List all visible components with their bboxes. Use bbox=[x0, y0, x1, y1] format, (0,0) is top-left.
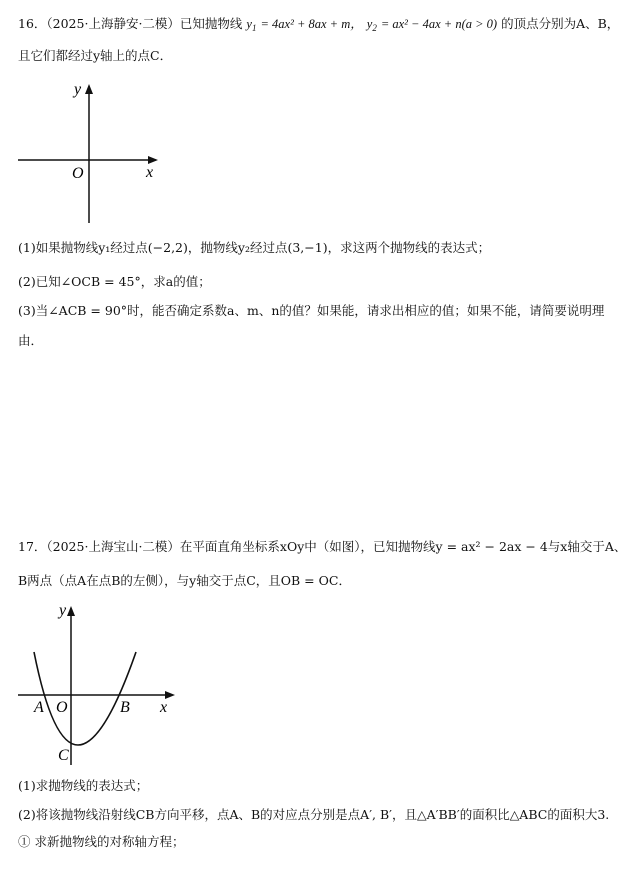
q17-part1: (1)求抛物线的表达式； bbox=[18, 778, 149, 793]
q16-origin-label: O bbox=[72, 165, 84, 182]
q16-x-axis-label: x bbox=[146, 164, 154, 181]
q17-x-axis-label: x bbox=[160, 699, 168, 716]
q17-intro: 在平面直角坐标系xOy中（如图），已知抛物线y = ax² − 2ax − 4与x轴交于A、 bbox=[179, 539, 627, 554]
q17-graph bbox=[14, 600, 184, 770]
q16-part3-tail: 由． bbox=[18, 333, 44, 348]
q16-y-axis-label: y bbox=[74, 81, 82, 98]
q16-line2: 且它们都经过y轴上的点C． bbox=[18, 48, 173, 63]
q17-point-a-label: A bbox=[34, 699, 44, 716]
q16-y2: $y_2$ bbox=[366, 17, 377, 33]
q16-part1: (1)如果抛物线y₁经过点(−2,2)，抛物线y₂经过点(3,−1)，求这两个抛物线的表达式； bbox=[18, 240, 491, 255]
q17-origin-label: O bbox=[56, 699, 68, 716]
q16-y1-equation: = 4ax² + 8ax + m， bbox=[260, 17, 363, 31]
q16-graph bbox=[14, 78, 174, 228]
q17-line1 bbox=[18, 538, 626, 556]
q16-source: （2025·上海静安·二模） bbox=[46, 16, 180, 31]
q17-source: （2025·上海宝山·二模） bbox=[46, 539, 180, 554]
q16-part3: (3)当∠ACB = 90°时，能否确定系数a、m、n的值？如果能，请求出相应的值；如果不能，请简要说明理 bbox=[18, 303, 605, 318]
q16-intro-tail: 的顶点分别为A、B， bbox=[501, 16, 620, 31]
q16-line1 bbox=[18, 15, 619, 37]
q17-point-c-label: C bbox=[58, 747, 69, 764]
q17-point-b-label: B bbox=[120, 699, 130, 716]
q16-y2-equation: = ax² − 4ax + n(a > 0) bbox=[380, 17, 498, 31]
q17-y-axis-label: y bbox=[59, 602, 67, 619]
q17-line2: B两点（点A在点B的左侧），与y轴交于点C，且OB = OC． bbox=[18, 573, 351, 588]
q16-number: 16． bbox=[18, 16, 47, 31]
q17-number: 17． bbox=[18, 539, 47, 554]
q17-sub1: ① 求新抛物线的对称轴方程； bbox=[18, 834, 185, 849]
q16-intro: 已知抛物线 bbox=[179, 16, 243, 31]
q16-part2: (2)已知∠OCB = 45°，求a的值； bbox=[18, 274, 211, 289]
q17-part2: (2)将该抛物线沿射线CB方向平移，点A、B的对应点分别是点A′, B′，且△A′BB′的面积比△ABC的面积大3. bbox=[18, 807, 610, 822]
q16-y1: $y_1$ bbox=[246, 17, 257, 33]
